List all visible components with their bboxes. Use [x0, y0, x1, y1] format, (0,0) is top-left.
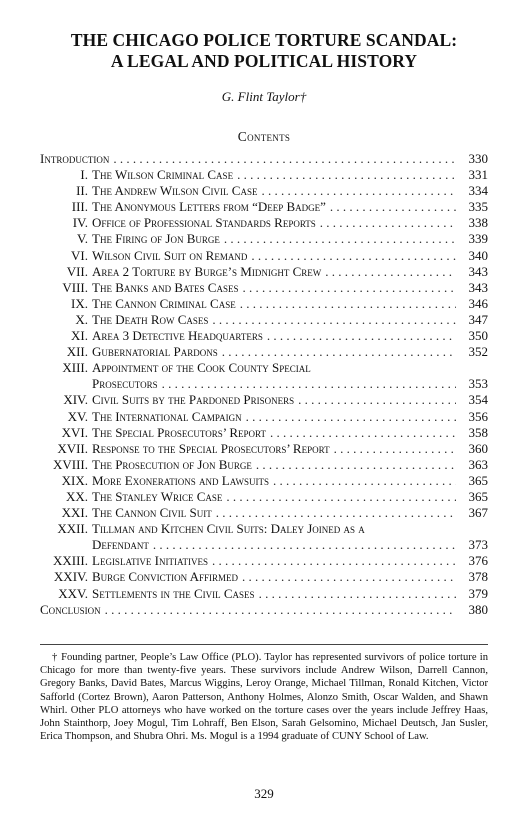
toc-leader-dots: [246, 409, 456, 425]
toc-entry-page: 373: [468, 537, 488, 553]
toc-entry-number: XXIV.: [53, 569, 88, 585]
toc-entry: [40, 586, 488, 602]
toc-leader-dots: [224, 231, 456, 247]
toc-entry-number: XII.: [66, 344, 88, 360]
toc-entry-page: 338: [468, 215, 488, 231]
toc-entry-page: 339: [468, 231, 488, 247]
toc-leader-dots: [320, 215, 456, 231]
toc-entry-page: 330: [468, 151, 488, 166]
toc-entry-number: IV.: [72, 215, 88, 231]
toc-entry-page: 360: [468, 440, 488, 456]
toc-entry: [40, 425, 488, 441]
toc-entry-label: Burge Conviction Affirmed: [92, 569, 239, 585]
toc-entry: [40, 521, 488, 537]
toc-entry: [40, 167, 488, 183]
toc-entry-page: 352: [468, 344, 488, 360]
toc-entry: [40, 328, 488, 344]
toc-entry-number: XVI.: [61, 424, 88, 440]
toc-entry-page: 365: [468, 472, 488, 488]
toc-entry-number: XVIII.: [52, 456, 88, 472]
toc-leader-dots: [222, 344, 456, 360]
toc-entry: [40, 280, 488, 296]
toc-entry-number: III.: [71, 199, 88, 215]
toc-entry: [40, 151, 488, 167]
title-line-1: THE CHICAGO POLICE TORTURE SCANDAL:: [70, 30, 458, 50]
toc-leader-dots: [267, 328, 456, 344]
toc-entry-page: 354: [468, 392, 488, 408]
toc-entry-label: Introduction: [40, 151, 110, 166]
toc-leader-dots: [242, 280, 456, 296]
toc-entry-number: XX.: [65, 488, 88, 504]
toc-entry-number: XV.: [67, 408, 88, 424]
toc-entry-number: VII.: [66, 263, 88, 279]
footnote-divider: [40, 644, 488, 645]
toc-entry: [40, 473, 488, 489]
toc-entry: [40, 264, 488, 280]
toc-entry-label: The Wilson Criminal Case: [92, 167, 234, 183]
toc-leader-dots: [226, 489, 456, 505]
toc-entry-number: XXV.: [58, 585, 88, 601]
toc-entry: [40, 569, 488, 585]
toc-entry-label: The International Campaign: [92, 408, 242, 424]
toc-entry: [40, 409, 488, 425]
toc-entry-page: 331: [468, 167, 488, 183]
toc-leader-dots: [251, 248, 456, 264]
toc-entry-label: The Cannon Civil Suit: [92, 505, 212, 521]
toc-entry: [40, 231, 488, 247]
toc-entry-label: Gubernatorial Pardons: [92, 344, 218, 360]
toc-entry-number: XIII.: [62, 360, 88, 376]
toc-leader-dots: [273, 473, 456, 489]
toc-leader-dots: [242, 569, 456, 585]
toc-entry-number: XXI.: [61, 505, 88, 521]
toc-entry-page: 378: [468, 569, 488, 585]
toc-entry-label: The Death Row Cases: [92, 311, 209, 327]
toc-leader-dots: [212, 553, 456, 569]
toc-entry-number: XVII.: [57, 440, 88, 456]
toc-entry: [40, 537, 488, 553]
toc-entry-label: Response to the Special Prosecutors’ Report: [92, 440, 330, 456]
toc-entry-label: Office of Professional Standards Reports: [92, 215, 316, 231]
toc-entry-number: XIX.: [61, 472, 88, 488]
toc-entry-label: Area 3 Detective Headquarters: [92, 328, 263, 344]
toc-entry-number: VI.: [71, 247, 88, 263]
toc-entry-page: 367: [468, 505, 488, 521]
toc-entry-page: 380: [468, 601, 488, 617]
toc-leader-dots: [113, 151, 456, 167]
toc-entry-label: Wilson Civil Suit on Remand: [92, 247, 248, 263]
toc-leader-dots: [298, 392, 456, 408]
toc-entry-label: Tillman and Kitchen Civil Suits: Daley Joined as a: [92, 521, 365, 537]
toc-entry-page: 334: [468, 183, 488, 199]
toc-entry-label: Settlements in the Civil Cases: [92, 585, 255, 601]
toc-entry-page: 379: [468, 585, 488, 601]
toc-entry: [40, 312, 488, 328]
toc-leader-dots: [259, 586, 456, 602]
toc-entry-label: The Andrew Wilson Civil Case: [92, 183, 258, 199]
toc-leader-dots: [261, 183, 456, 199]
toc-entry: [40, 199, 488, 215]
toc-entry-page: 356: [468, 408, 488, 424]
toc-entry-page: 346: [468, 295, 488, 311]
toc-entry-number: V.: [77, 231, 88, 247]
toc-leader-dots: [334, 441, 456, 457]
page-number: 329: [254, 786, 274, 801]
toc-entry-number: XXII.: [57, 521, 88, 537]
toc-entry: [40, 376, 488, 392]
toc-entry-label: Prosecutors: [92, 376, 158, 392]
toc-entry-page: 358: [468, 424, 488, 440]
table-of-contents: [40, 151, 488, 618]
toc-entry-label: The Prosecution of Jon Burge: [92, 456, 252, 472]
toc-entry: [40, 248, 488, 264]
toc-leader-dots: [240, 296, 456, 312]
toc-leader-dots: [212, 312, 456, 328]
article-title: [0, 30, 528, 72]
toc-entry-label: Civil Suits by the Pardoned Prisoners: [92, 392, 295, 408]
title-line-2: A LEGAL AND POLITICAL HISTORY: [110, 51, 418, 71]
toc-leader-dots: [153, 537, 456, 553]
footnote: † Founding partner, People’s Law Office (PLO). Taylor has represented survivors of police torture in Chicago for more than twenty-five years. These survivors include Andrew Wilson, Darrell Cannon, Gregory Banks, David Bates, Marcus Wiggins, Leroy Orange, Michael Tillman, Ronald Kitchen, Victor Safforld (Cortez Brown), Aaron Patterson, Anthony Holmes, Alonzo Smith, Oscar Walden, and Shawn Whirl. Other PLO attorneys who have worked on the torture cases over the years include Jeffrey Haas, John Stainthorp, Joey Mogul, Tim Lohraff, Ben Elson, Sarah Gelsomino, Michael Deutsch, Jan Susler, Erica Thompson, and Shubra Ohri. Ms. Mogul is a 1994 graduate of CUNY School of Law.: [40, 652, 488, 743]
toc-entry-label: The Firing of Jon Burge: [92, 231, 220, 247]
toc-entry-number: VIII.: [62, 279, 88, 295]
toc-entry: [40, 183, 488, 199]
toc-entry-page: 363: [468, 456, 488, 472]
toc-entry-page: 340: [468, 247, 488, 263]
toc-entry: [40, 489, 488, 505]
toc-entry-page: 343: [468, 279, 488, 295]
toc-entry-label: The Banks and Bates Cases: [92, 279, 239, 295]
toc-entry-label: Conclusion: [40, 601, 101, 617]
toc-entry-page: 353: [468, 376, 488, 392]
toc-entry: [40, 457, 488, 473]
toc-entry-page: 376: [468, 553, 488, 569]
toc-entry-page: 347: [468, 311, 488, 327]
toc-entry-number: XXIII.: [52, 553, 88, 569]
toc-entry-label: The Stanley Wrice Case: [92, 488, 223, 504]
toc-entry-page: 350: [468, 328, 488, 344]
toc-leader-dots: [325, 264, 456, 280]
toc-entry-label: Area 2 Torture by Burge’s Midnight Crew: [92, 263, 322, 279]
toc-entry-label: Legislative Initiatives: [92, 553, 209, 569]
toc-entry-number: IX.: [71, 295, 88, 311]
toc-entry: [40, 441, 488, 457]
toc-leader-dots: [162, 376, 456, 392]
toc-entry: [40, 344, 488, 360]
toc-leader-dots: [237, 167, 456, 183]
toc-entry: [40, 602, 488, 618]
toc-entry: [40, 296, 488, 312]
toc-entry-label: Appointment of the Cook County Special: [92, 360, 311, 376]
toc-entry-page: 365: [468, 488, 488, 504]
toc-entry-number: XIV.: [63, 392, 88, 408]
toc-entry-page: 343: [468, 263, 488, 279]
toc-leader-dots: [105, 602, 456, 618]
toc-entry-number: II.: [76, 183, 88, 199]
toc-entry: [40, 360, 488, 376]
contents-heading: Contents: [237, 129, 291, 144]
toc-entry: [40, 505, 488, 521]
toc-entry-label: The Cannon Criminal Case: [92, 295, 236, 311]
toc-entry-number: I.: [80, 167, 88, 183]
toc-entry-page: 335: [468, 199, 488, 215]
author-byline: G. Flint Taylor†: [221, 89, 307, 104]
toc-leader-dots: [256, 457, 456, 473]
toc-leader-dots: [330, 199, 456, 215]
toc-entry: [40, 392, 488, 408]
toc-leader-dots: [270, 425, 456, 441]
toc-entry-label: More Exonerations and Lawsuits: [92, 472, 269, 488]
toc-entry-label: The Anonymous Letters from “Deep Badge”: [92, 199, 326, 215]
toc-entry: [40, 215, 488, 231]
toc-entry-number: XI.: [71, 328, 88, 344]
toc-entry-label: Defendant: [92, 537, 149, 553]
toc-entry-label: The Special Prosecutors’ Report: [92, 424, 266, 440]
toc-entry: [40, 553, 488, 569]
toc-entry-number: X.: [75, 311, 88, 327]
toc-leader-dots: [216, 505, 456, 521]
